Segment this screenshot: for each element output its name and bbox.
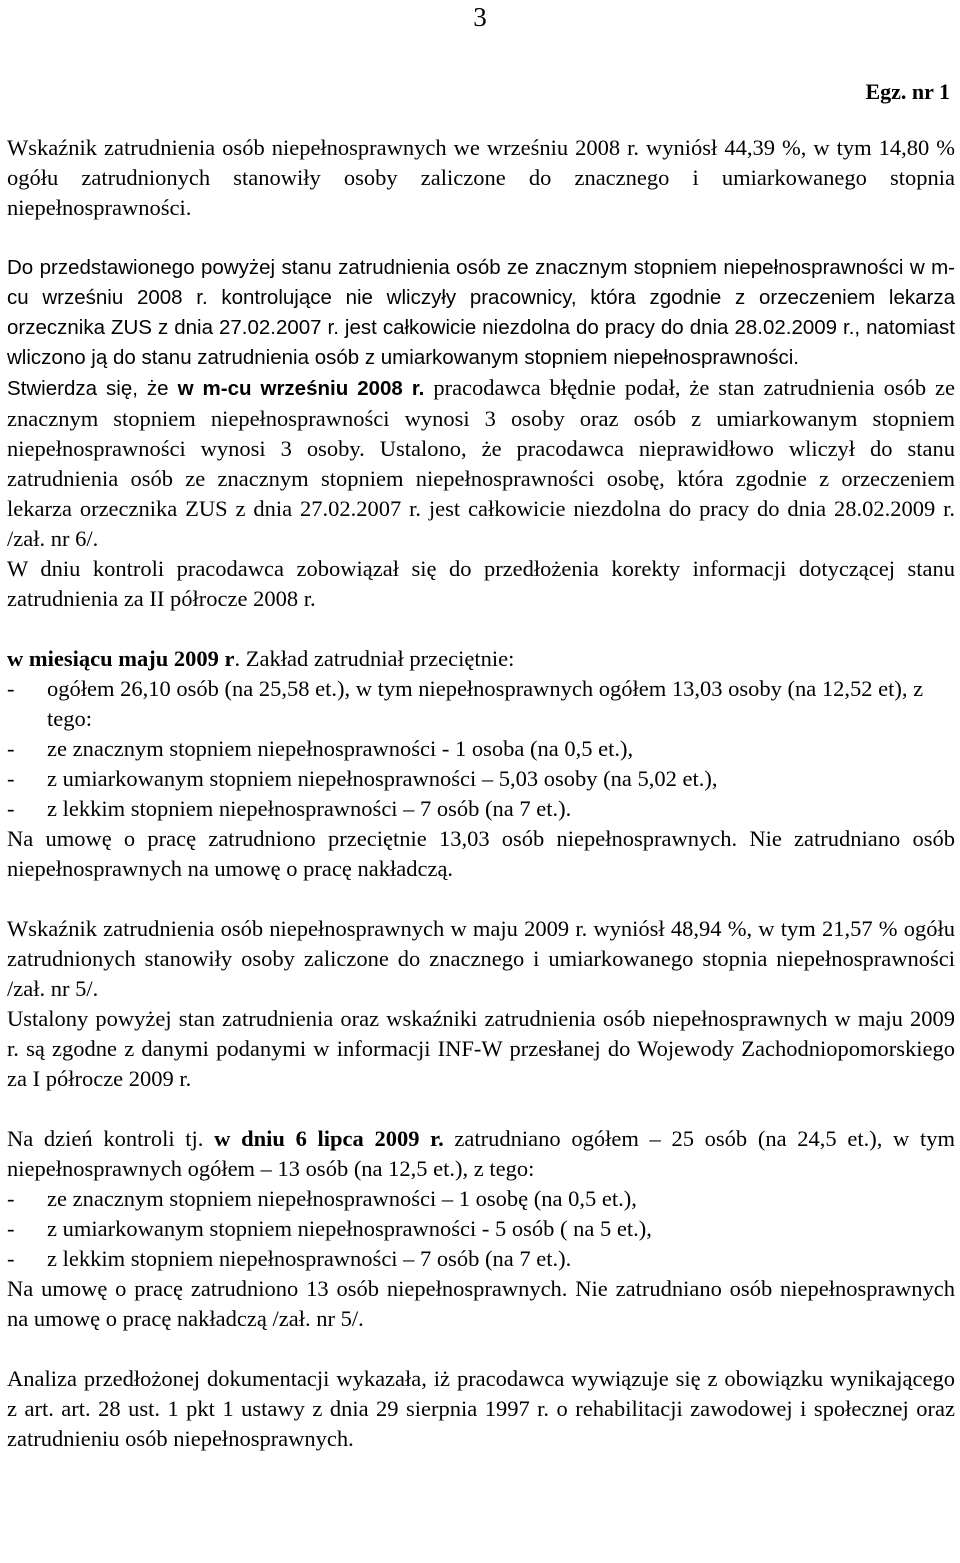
paragraph-may-indicator: Wskaźnik zatrudnienia osób niepełnosprawnych w maju 2009 r. wyniósł 48,94 %, w tym 21,57 % ogółu zatrudnionych stanowiły osoby zaliczone do znacznego i umiarkowanego stopnia niepełnosprawności /zał. nr 5/. xyxy=(7,916,955,1001)
list-item xyxy=(7,1214,955,1244)
paragraph-july-heading xyxy=(7,1124,955,1184)
list-dash: - xyxy=(7,1186,15,1211)
list-item xyxy=(7,1184,955,1214)
list-item-text: z lekkim stopniem niepełnosprawności – 7 osób (na 7 et.). xyxy=(47,1246,572,1271)
finding-text: pracodawca błędnie podał, że stan zatrudnienia osób ze znacznym stopniem niepełnosprawności wynosi 3 osoby oraz osób z umiarkowanym stopniem niepełnosprawności wynosi 3 osoby. Ustalono, że pracodawca nieprawidłowo wliczył do stanu zatrudnienia osób ze znacznym stopniem niepełnosprawności osobę, która zgodnie z orzeczeniem lekarza orzecznika ZUS z dnia 27.02.2007 r. jest całkowicie niezdolna do pracy do dnia 28.02.2009 r. /zał. nr 6/. xyxy=(7,375,956,551)
paragraph-inf-w: Ustalony powyżej stan zatrudnienia oraz wskaźniki zatrudnienia osób niepełnosprawnych w maju 2009 r. są zgodne z danymi podanymi w informacji INF-W przesłanej do Wojewody Zachodniopomorskiego za I półrocze 2009 r. xyxy=(7,1006,955,1091)
list-item xyxy=(7,794,955,824)
list-item xyxy=(7,1244,955,1274)
list-item-text: ze znacznym stopniem niepełnosprawności - 1 osoba (na 0,5 et.), xyxy=(47,736,634,761)
list-dash: - xyxy=(7,766,15,791)
list-item xyxy=(7,674,955,734)
paragraph-may-heading xyxy=(7,644,955,674)
list-item xyxy=(7,764,955,794)
may-intro: . Zakład zatrudniał przeciętnie: xyxy=(234,646,515,671)
paragraph-correction-commitment: W dniu kontroli pracodawca zobowiązał się do przedłożenia korekty informacji dotyczącej stanu zatrudnienia za II półrocze 2008 r. xyxy=(7,556,955,611)
list-dash: - xyxy=(7,676,15,701)
list-dash: - xyxy=(7,796,15,821)
paragraph-sept-correction: Do przedstawionego powyżej stanu zatrudnienia osób ze znacznym stopniem niepełnosprawności w m-cu wrześniu 2008 r. kontrolujące nie wliczyły pracownicy, która zgodnie z orzeczeniem lekarza orzecznika ZUS z dnia 27.02.2007 r. jest całkowicie niezdolna do pracy do dnia 28.02.2009 r., natomiast wliczono ją do stanu zatrudnienia osób z umiarkowanym stopniem niepełnosprawności. xyxy=(7,256,955,369)
list-dash: - xyxy=(7,736,15,761)
paragraph-july-contracts: Na umowę o pracę zatrudniono 13 osób niepełnosprawnych. Nie zatrudniano osób niepełnosprawnych na umowę o pracę nakładczą /zał. nr 5/. xyxy=(7,1276,955,1331)
finding-period: w m-cu wrześniu 2008 r. xyxy=(177,377,425,400)
finding-lead: Stwierdza się, że xyxy=(7,377,178,400)
list-dash: - xyxy=(7,1216,15,1241)
may-period: w miesiącu maju 2009 r xyxy=(7,646,235,671)
list-dash: - xyxy=(7,1246,15,1271)
paragraph-finding xyxy=(7,373,955,554)
copy-number: Egz. nr 1 xyxy=(865,79,950,104)
paragraph-sept-indicator: Wskaźnik zatrudnienia osób niepełnosprawnych we wrześniu 2008 r. wyniósł 44,39 %, w tym 14,80 % ogółu zatrudnionych stanowiły osoby zaliczone do znacznego i umiarkowanego stopnia niepełnosprawności. xyxy=(7,135,955,220)
page-number: 3 xyxy=(473,2,487,32)
july-date: w dniu 6 lipca 2009 r. xyxy=(214,1126,444,1151)
list-item-text: ze znacznym stopniem niepełnosprawności – 1 osobę (na 0,5 et.), xyxy=(47,1186,637,1211)
list-item-text: ogółem 26,10 osób (na 25,58 et.), w tym niepełnosprawnych ogółem 13,03 osoby (na 12,52 et), z tego: xyxy=(47,676,924,731)
document-body xyxy=(7,133,955,1454)
paragraph-conclusion: Analiza przedłożonej dokumentacji wykazała, iż pracodawca wywiązuje się z obowiązku wynikającego z art. art. 28 ust. 1 pkt 1 ustawy z dnia 29 sierpnia 1997 r. o rehabilitacji zawodowej i społecznej oraz zatrudnieniu osób niepełnosprawnych. xyxy=(7,1366,955,1451)
list-item-text: z lekkim stopniem niepełnosprawności – 7 osób (na 7 et.). xyxy=(47,796,572,821)
list-item xyxy=(7,734,955,764)
list-item-text: z umiarkowanym stopniem niepełnosprawności - 5 osób ( na 5 et.), xyxy=(47,1216,652,1241)
july-lead: Na dzień kontroli tj. xyxy=(7,1126,215,1151)
list-item-text: z umiarkowanym stopniem niepełnosprawności – 5,03 osoby (na 5,02 et.), xyxy=(47,766,718,791)
july-text: zatrudniano ogółem – 25 osób (na 24,5 et.), w tym niepełnosprawnych ogółem – 13 osób (na 12,5 et.), z tego: xyxy=(7,1126,956,1181)
paragraph-may-contracts: Na umowę o pracę zatrudniono przeciętnie 13,03 osób niepełnosprawnych. Nie zatrudniano osób niepełnosprawnych na umowę o pracę nakładczą. xyxy=(7,826,955,881)
